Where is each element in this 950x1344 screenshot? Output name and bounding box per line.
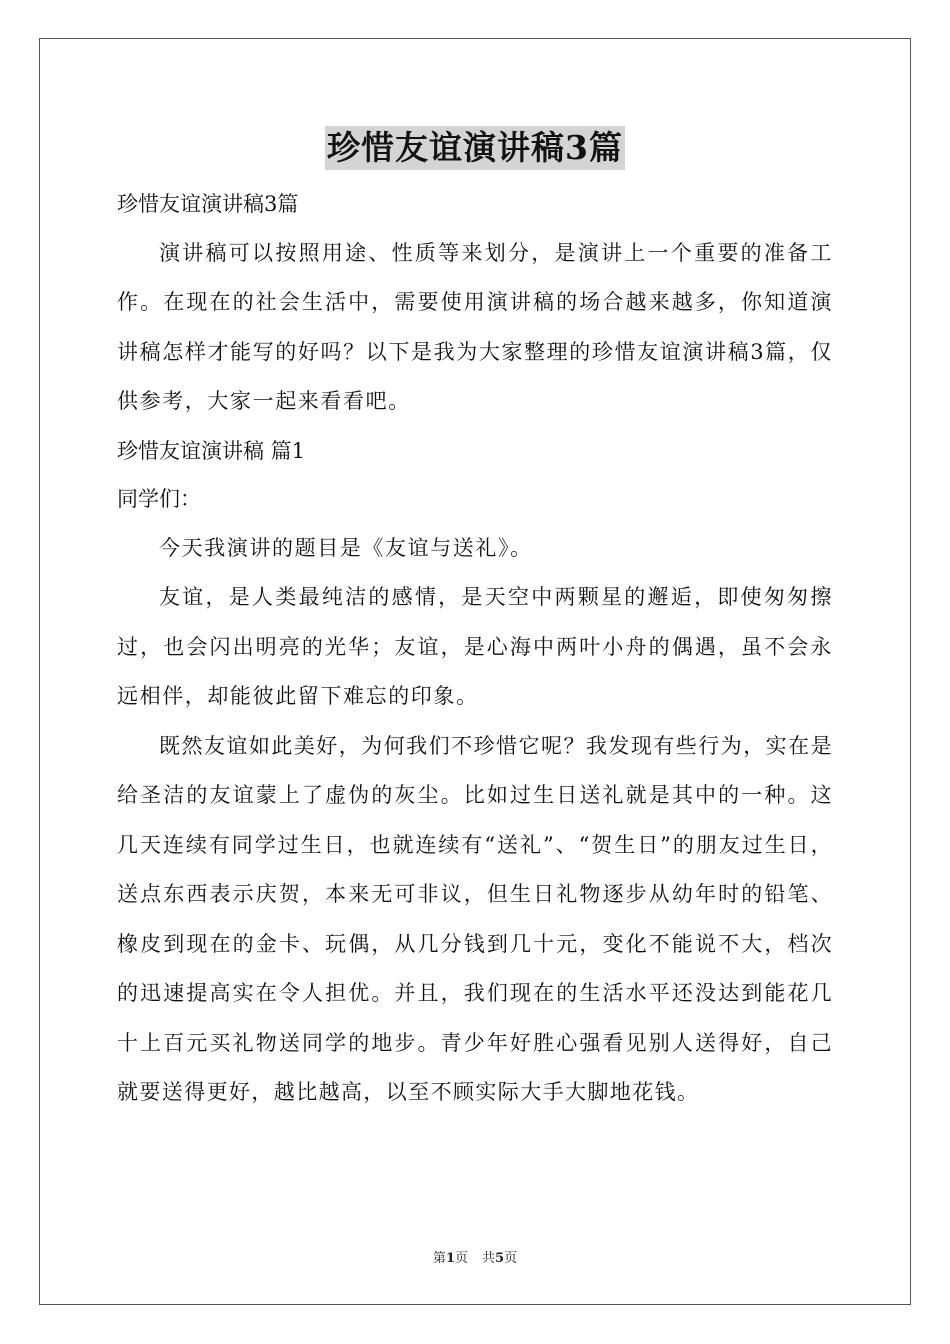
total-pages: 5 xyxy=(495,1251,505,1266)
salutation: 同学们： xyxy=(117,487,201,511)
body-paragraph-3: 既然友谊如此美好，为何我们不珍惜它呢？我发现有些行为，实在是给圣洁的友谊蒙上了虚伪的灰尘。比如过生日送礼就是其中的一种。这几天连续有同学过生日，也就连续有“送礼”、“贺生日”的朋友过生日，送点东西表示庆贺，本来无可非议，但生日礼物逐步从幼年时的铅笔、橡皮到现在的金卡、玩偶，从几分钱到几十元，变化不能说不大，档次的迅速提高实在令人担优。并且，我们现在的生活水平还没达到能花几十上百元买礼物送同学的地步。青少年好胜心强看见别人送得好，自己就要送得更好，越比越高，以至不顾实际大手大脚地花钱。 xyxy=(117,733,833,1104)
section-heading: 珍惜友谊演讲稿 篇1 xyxy=(117,438,306,463)
page-prefix: 第 xyxy=(432,1251,446,1266)
page-number: 1 xyxy=(445,1251,455,1266)
body-paragraph-2: 友谊，是人类最纯洁的感情，是天空中两颗星的邂逅，即使匆匆擦过，也会闪出明亮的光华；友谊，是心海中两叶小舟的偶遇，虽不会永远相伴，却能彼此留下难忘的印象。 xyxy=(117,585,833,708)
page-footer xyxy=(0,1247,950,1266)
page-suffix: 页 xyxy=(454,1251,468,1266)
intro-paragraph: 演讲稿可以按照用途、性质等来划分，是演讲上一个重要的准备工作。在现在的社会生活中，需要使用演讲稿的场合越来越多，你知道演讲稿怎样才能写的好吗？以下是我为大家整理的珍惜友谊演讲稿3篇，仅供参考，大家一起来看看吧。 xyxy=(117,240,833,413)
document-title: 珍惜友谊演讲稿3篇 xyxy=(325,126,625,170)
title-container xyxy=(0,126,950,170)
total-prefix: 共 xyxy=(482,1251,496,1266)
document-body xyxy=(117,180,833,1118)
total-suffix: 页 xyxy=(504,1251,518,1266)
body-paragraph-1: 今天我演讲的题目是《友谊与送礼》。 xyxy=(159,535,533,560)
document-subtitle: 珍惜友谊演讲稿3篇 xyxy=(117,192,299,216)
